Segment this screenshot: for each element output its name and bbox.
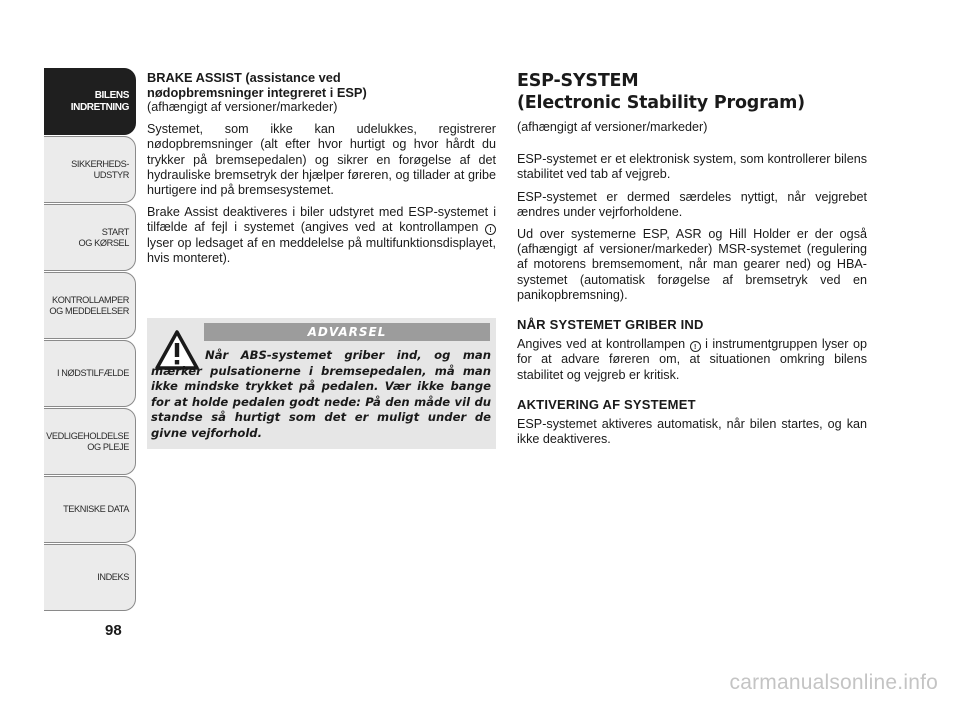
esp-paragraph-1: ESP-systemet er et elektronisk system, som kontrollerer bilens stabilitet ved tab af vejgreb.: [517, 152, 867, 182]
title-line: ESP-SYSTEM: [517, 71, 639, 91]
tab-label: SIKKERHEDS-: [71, 158, 129, 169]
tab-label: I NØDSTILFÆLDE: [57, 368, 129, 378]
watermark: carmanualsonline.info: [729, 671, 938, 694]
title-line: (Electronic Stability Program): [517, 93, 805, 113]
tab-sikkerhedsudstyr[interactable]: [44, 136, 136, 203]
warning-text: Når ABS-systemet griber ind, og man mærker pulsationerne i bremsepedalen, må man ikke mindske trykket på pedalen. Vær ikke bange for at holde pedalen godt nede: På den måde vil du standse så hurtigt som det er muligt under de givne vejforhold.: [151, 348, 491, 440]
left-column: [147, 70, 496, 273]
tab-label: KONTROLLAMPER: [52, 294, 129, 305]
tab-indeks[interactable]: [44, 544, 136, 611]
page-number: 98: [105, 622, 122, 639]
text-span: lyser op ledsaget af en meddelelse på multifunktionsdisplayet, hvis monteret).: [147, 235, 496, 265]
tab-label: START: [101, 226, 129, 237]
esp-warning-light-icon: !: [485, 224, 496, 235]
tab-label: OG PLEJE: [87, 441, 129, 452]
esp-paragraph-2: ESP-systemet er dermed særdeles nyttigt, når vejgrebet ændres under vejrforholdene.: [517, 189, 867, 219]
tab-label: UDSTYR: [93, 169, 129, 180]
section-heading-activation: AKTIVERING AF SYSTEMET: [517, 396, 696, 412]
tab-label: OG MEDDELELSER: [49, 305, 129, 316]
text-span: i instrumentgruppen lyser op for at advare føreren om, at situationen omkring bilens stabilitet og vejgreb er kritisk.: [517, 337, 867, 382]
tab-label: VEDLIGEHOLDELSE: [46, 430, 129, 441]
tab-kontrollamper[interactable]: [44, 272, 136, 339]
section-heading-intervention: NÅR SYSTEMET GRIBER IND: [517, 317, 704, 333]
version-note: (afhængigt af versioner/markeder): [517, 120, 708, 134]
tab-label: INDEKS: [97, 572, 129, 582]
text-span: Angives ved at kontrollampen: [517, 337, 686, 352]
tab-label: OG KØRSEL: [78, 237, 129, 248]
warning-box: [147, 318, 496, 449]
tab-bilens-indretning[interactable]: [44, 68, 136, 135]
tab-start-og-korsel[interactable]: [44, 204, 136, 271]
version-note: (afhængigt af versioner/markeder): [147, 100, 338, 114]
tab-tekniske-data[interactable]: [44, 476, 136, 543]
tab-label: TEKNISKE DATA: [63, 504, 129, 514]
text-span: Brake Assist deaktiveres i biler udstyret med ESP-systemet i tilfælde af fejl i systemet (angives ved at kontrollampen: [147, 205, 496, 235]
esp-title: [517, 70, 867, 114]
brake-assist-heading-line1: BRAKE ASSIST (assistance ved: [147, 70, 341, 85]
tab-nodstilfaelde[interactable]: [44, 340, 136, 407]
activation-paragraph: ESP-systemet aktiveres automatisk, når bilen startes, og kan ikke deaktiveres.: [517, 417, 867, 447]
tab-label: BILENS: [94, 89, 129, 101]
intervention-paragraph: [517, 337, 867, 383]
right-column: [517, 70, 867, 454]
chapter-tabs: [44, 68, 136, 612]
brake-assist-deactivation-paragraph: [147, 205, 496, 266]
tab-label: INDRETNING: [70, 101, 129, 113]
warning-header: ADVARSEL: [204, 323, 490, 341]
esp-warning-light-icon: !: [690, 341, 701, 352]
esp-paragraph-3: Ud over systemerne ESP, ASR og Hill Holder er der også (afhængigt af versioner/markeder) MSR-systemet (regulering af motorens bremsemoment, når man gearer ned) og HBA-systemet (automatisk forøgelse af bremsetryk ved en panikopbremsning).: [517, 227, 867, 302]
tab-vedligeholdelse[interactable]: [44, 408, 136, 475]
brake-assist-heading-line2: nødopbremsninger integreret i ESP): [147, 85, 367, 100]
brake-assist-paragraph: Systemet, som ikke kan udelukkes, registrerer nødopbremsninger (alt efter hvor hurtigt og hvor hårdt du trykker på bremsepedalen) og sikrer en forøgelse af det hydrauliske bremsetryk der hjælper føreren, og tillader at gribe hurtigere ind på bremsesystemet.: [147, 122, 496, 198]
